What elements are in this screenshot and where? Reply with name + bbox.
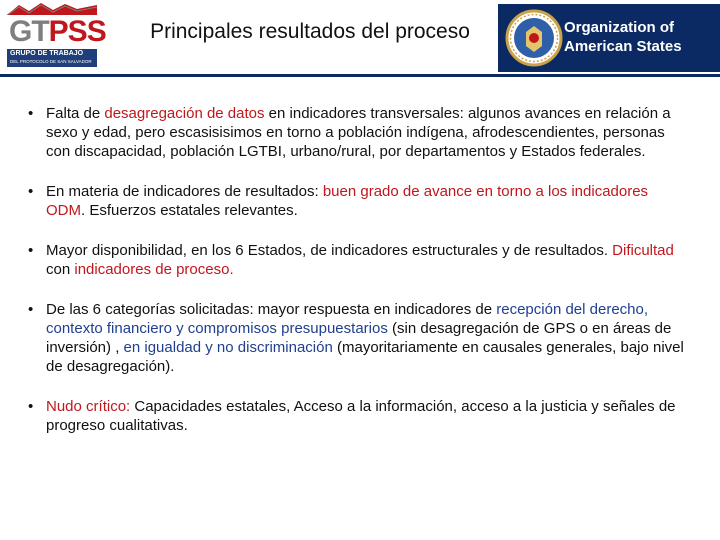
bullet-text: Falta de desagregación de datos en indicadores transversales: algunos avances en relación a sexo y edad, pero escasisisimos en torno a población indígena, afrodescendientes, personas con discapacidad, población LGTBI, urbano/rural, por departamentos y Estados federales. (46, 105, 671, 160)
oas-wordmark (564, 18, 682, 56)
gtpss-logo-stripes (7, 3, 97, 15)
oas-wordmark-line2: American States (564, 38, 682, 55)
page-title: Principales resultados del proceso (150, 20, 470, 43)
bullet-marker: • (28, 301, 34, 318)
gtpss-logo-band (7, 49, 97, 67)
bullet-text: Mayor disponibilidad, en los 6 Estados, de indicadores estructurales y de resultados. Dificultad con indicadores de proceso. (46, 242, 674, 278)
bullet-marker: • (28, 105, 34, 122)
bullet-marker: • (28, 183, 34, 200)
bullet-marker: • (28, 398, 34, 415)
oas-wordmark-line1: Organization of (564, 19, 674, 36)
bullet-marker: • (28, 242, 34, 259)
slide-header (0, 0, 720, 76)
bullet-item (30, 182, 690, 220)
gtpss-logo-line2: DEL PROTOCOLO DE SAN SALVADOR (10, 59, 92, 64)
bullet-text: En materia de indicadores de resultados: buen grado de avance en torno a los indicadores ODM. Esfuerzos estatales relevantes. (46, 183, 649, 219)
gtpss-logo (7, 3, 106, 67)
bullet-item (30, 397, 690, 435)
gtpss-logo-line1: GRUPO DE TRABAJO (10, 50, 84, 57)
bullet-text: Nudo crítico: Capacidades estatales, Acceso a la información, acceso a la justicia y señales de progreso cualitativas. (46, 398, 676, 434)
oas-seal-icon (504, 8, 564, 68)
oas-logo (498, 4, 720, 72)
bullet-item (30, 241, 690, 279)
bullet-item (30, 104, 690, 161)
bullet-text: De las 6 categorías solicitadas: mayor respuesta en indicadores de recepción del derecho, contexto financiero y compromisos presupuestarios (sin desagregación de GPS o en áreas de inversión) , en igualdad y no discriminación (mayoritariamente en causales generales, bajo nivel de desagregación). (46, 301, 684, 375)
bullet-list (30, 104, 690, 456)
gtpss-logo-wordmark: GTPSS (9, 15, 106, 48)
bullet-item (30, 300, 690, 376)
header-divider (0, 74, 720, 77)
